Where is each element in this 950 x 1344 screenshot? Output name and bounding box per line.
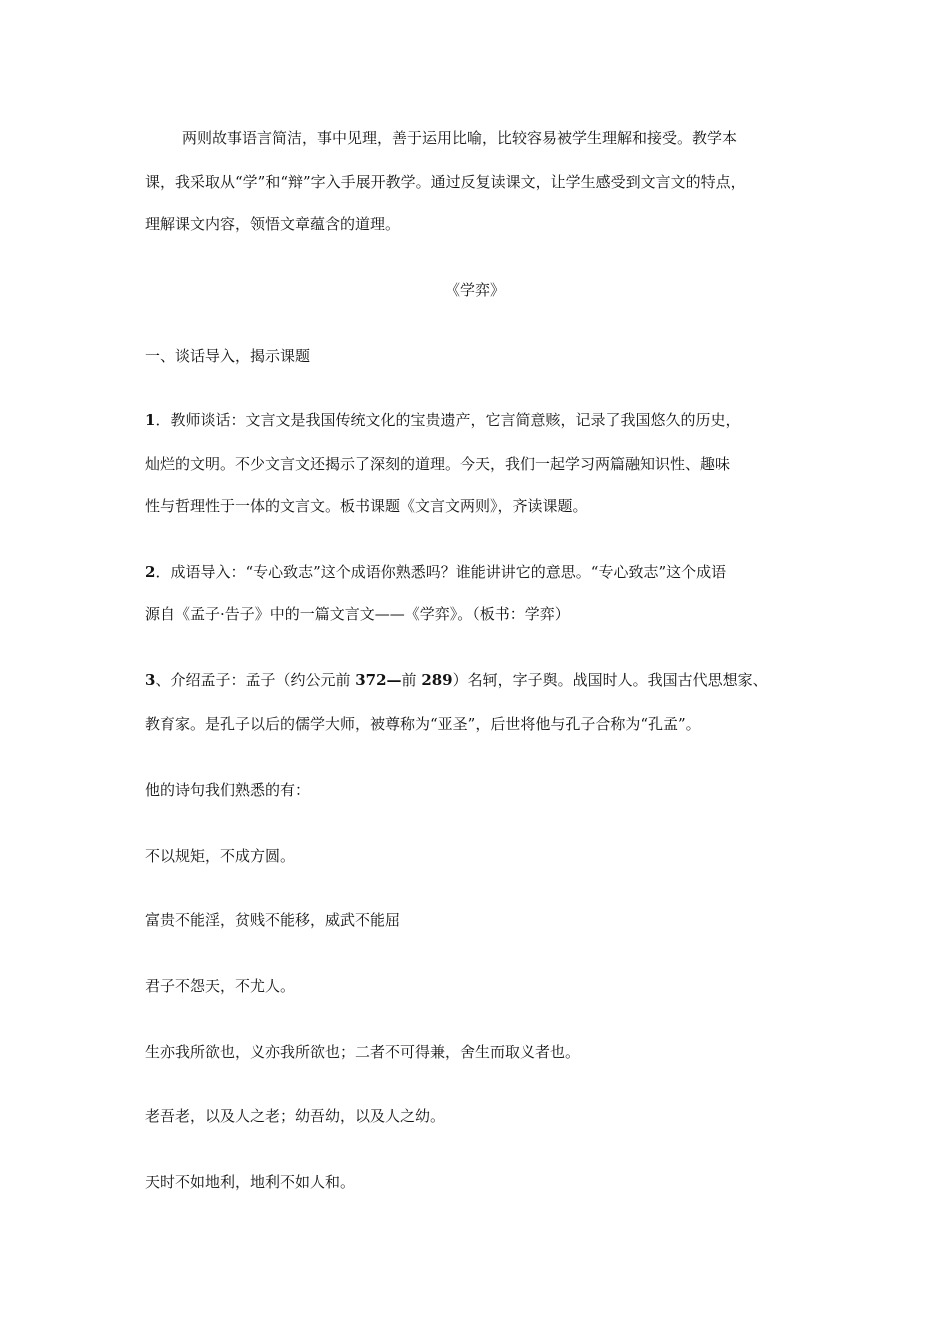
item3-text-a: 、介绍孟子：孟子（约公元前 (155, 671, 356, 689)
heading-1: 一、谈话导入，揭示课题 (145, 347, 311, 365)
item2-number: 2 (145, 563, 156, 581)
item1-line-2: 灿烂的文明。不少文言文还揭示了深刻的道理。今天，我们一起学习两篇融知识性、趣味 (145, 455, 731, 473)
item2-line-2: 源自《孟子·告子》中的一篇文言文——《学弈》。（板书：学弈） (145, 605, 570, 623)
quote-1: 不以规矩，不成方圆。 (145, 847, 296, 865)
quote-4: 生亦我所欲也，义亦我所欲也；二者不可得兼，舍生而取义者也。 (145, 1043, 581, 1061)
item1-number: 1 (145, 411, 156, 429)
quote-3: 君子不怨天，不尤人。 (145, 977, 296, 995)
intro-line-1: 两则故事语言简洁，事中见理，善于运用比喻，比较容易被学生理解和接受。教学本 (182, 129, 738, 147)
item3-text-c: ）名轲，字子舆。战国时人。我国古代思想家、 (452, 671, 768, 689)
quote-5: 老吾老，以及人之老；幼吾幼，以及人之幼。 (145, 1107, 446, 1125)
intro-line-3: 理解课文内容，领悟文章蕴含的道理。 (145, 215, 401, 233)
item3-text-b: 前 (401, 671, 422, 689)
item2-line-1 (145, 562, 726, 582)
item3-year-1: 372— (355, 671, 402, 689)
section-title: 《学弈》 (444, 281, 505, 299)
item3-line-2: 教育家。是孔子以后的儒学大师，被尊称为“亚圣”，后世将他与孔子合称为“孔孟”。 (145, 715, 701, 733)
item3-line-1 (145, 670, 768, 690)
quote-6: 天时不如地利，地利不如人和。 (145, 1173, 356, 1191)
item1-line-3: 性与哲理性于一体的文言文。板书课题《文言文两则》，齐读课题。 (145, 497, 588, 515)
quote-2: 富贵不能淫，贫贱不能移，威武不能屈 (145, 911, 401, 929)
item1-text: ．教师谈话：文言文是我国传统文化的宝贵遗产，它言简意赅，记录了我国悠久的历史， (155, 411, 741, 429)
intro-line-2: 课，我采取从“学”和“辩”字入手展开教学。通过反复读课文，让学生感受到文言文的特点， (145, 173, 746, 191)
item1-line-1 (145, 410, 740, 430)
item3-year-2: 289 (421, 671, 453, 689)
item2-text: ．成语导入：“专心致志”这个成语你熟悉吗？谁能讲讲它的意思。“专心致志”这个成语 (155, 563, 727, 581)
item3-number: 3 (145, 671, 156, 689)
poems-intro: 他的诗句我们熟悉的有： (145, 781, 311, 799)
